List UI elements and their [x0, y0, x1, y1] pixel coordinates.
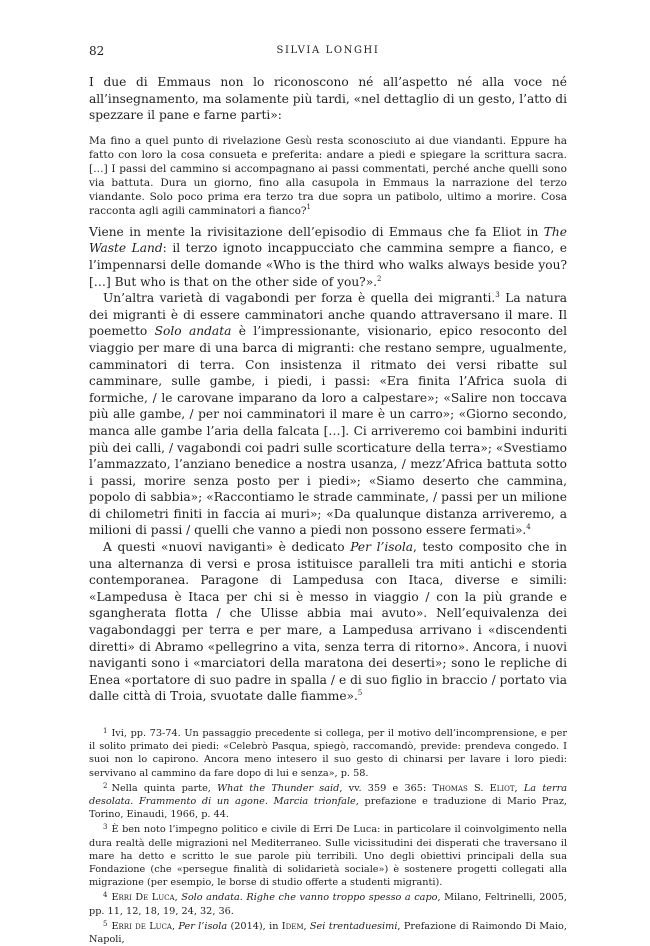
work-title: What the Thunder said [217, 782, 340, 794]
footnote-5 [89, 918, 567, 946]
footnote-text: , [171, 920, 179, 932]
footnote-1 [89, 725, 567, 780]
footnote-text: , [303, 920, 310, 932]
footnote-text: , Milano, Feltrinelli, 2005, pp. 11, 12, 18, 19, 24, 32, 36. [89, 892, 567, 917]
footnote-3 [89, 821, 567, 889]
author-name: Idem [281, 920, 304, 932]
footnote-text: , [174, 892, 182, 904]
block-quote [89, 134, 567, 218]
intro-paragraph: I due di Emmaus non lo riconoscono né all’aspetto né alla voce né all’insegnamento, ma solamente più tardi, «nel dettaglio di un gesto, l’atto di spezzare il pane e farne parti»: [89, 75, 567, 123]
paragraph-migranti [89, 290, 567, 539]
footnotes [89, 725, 567, 946]
paragraph-text: A questi «nuovi naviganti» è dedicato [103, 540, 351, 555]
footnote-ref-1[interactable]: 1 [306, 202, 311, 211]
work-title: La terra desolata. Frammento di un agone. Marcia trionfale [89, 782, 567, 808]
footnote-text: Ivi, pp. 73-74. Un passaggio precedente si collega, per il motivo dell’incomprensione, e per il solito primato dei piedi: «Celebrò Pasqua, spiegò, raccomandò, previde: prendeva congedo. I suoi non lo capirono. Ancora meno intesero il suo gesto di chinarsi per lavare i loro piedi: servivano al cammino da fare dopo di lui e senza», p. 58. [89, 728, 567, 779]
footnote-ref-2[interactable]: 2 [377, 274, 382, 283]
footnote-text: È ben noto l’impegno politico e civile di Erri De Luca: in particolare il coinvolgimento nella dura realtà delle migrazioni nel Mediterraneo. Sulle vicissitudini dei disperati che traversano il mare ha detto e scritto le sue parole più terribili. Uno degli obiettivi principali della sua Fondazione (che «persegue finalità di solidarietà sociale») è sostenere progetti collegati alla migrazione (per esempio, le borse di studio offerte a studenti migranti). [89, 824, 567, 889]
work-title: Per l’isola [178, 920, 228, 932]
footnote-number: 2 [103, 781, 108, 790]
paragraph-text: Viene in mente la rivisitazione dell’episodio di Emmaus che fa Eliot in [89, 224, 544, 239]
paragraph-text: La natura dei migranti è di essere camminatori anche quando attraversano il mare. Il poemetto [89, 291, 568, 339]
work-title: Per l’isola [350, 540, 414, 555]
work-title: Solo andata [154, 324, 232, 339]
footnote-ref-3[interactable]: 3 [495, 291, 500, 300]
footnote-text: , Prefazione di Raimondo Di Maio, Napoli, [89, 920, 567, 946]
block-quote-text: Ma fino a quel punto di rivelazione Gesù resta sconosciuto ai due viandanti. Eppure ha fatto con loro la cosa consueta e preferita: andare a piedi e spiegare la scrittura sacra. […] I passi del cammino si accompagnano ai passi commentati, perché anche quelli sono via battuta. Dura un giorno, fino alla casupola in Emmaus la narrazione del terzo viandante. Solo poco prima era terzo tra due sopra un patibolo, ultimo a morire. Cosa racconta agli agili camminatori a fianco? [89, 134, 567, 217]
paragraph-text: , testo composito che in una alternanza di versi e prosa istituisce paralleli tra miti antichi e storia contemporanea. Paragone di Lampedusa con Itaca, diverse e simili: «Lampedusa è Itaca per chi si è messo in viaggio / con la più grande e sgangherata flotta / che Ulisse abbia mai avuto». Nell’equivalenza dei vagabondaggi per terra e per mare, a Lampedusa arrivano i «discendenti diretti» di Abramo «pellegrino a vita, senza terra di ritorno». Ancora, i nuovi naviganti sono i «marciatori della maratona dei deserti»; sono le repliche di Enea «portatore di suo padre in spalla / e di suo figlio in braccio / portato via dalle città di Troia, svuotate dalle fiamme». [89, 540, 567, 704]
paragraph-text: : il terzo ignoto incappucciato che cammina sempre a fianco, e l’impennarsi delle domande «Who is the third who walks always beside you? […] But who is that on the other side of you?». [89, 241, 568, 289]
paragraph-eliot [89, 224, 567, 290]
footnote-text: , prefazione e traduzione di Mario Praz, Torino, Einaudi, 1966, p. 44. [89, 796, 567, 821]
work-title: Solo andata. Righe che vanno troppo spesso a capo [181, 892, 438, 904]
paragraph-text: Un’altra varietà di vagabondi per forza è quella dei migranti. [103, 291, 496, 306]
author-name: Erri de Luca [111, 920, 172, 932]
footnote-text: , vv. 359 e 365: [339, 782, 433, 794]
footnote-ref-4[interactable]: 4 [526, 523, 531, 532]
page-number: 82 [89, 44, 105, 58]
paragraph-text: è l’impressionante, visionario, epico resoconto del viaggio per mare di una barca di migranti: che restano sempre, ugualmente, camminatori di terra. Con insistenza il ritmato dei versi ribatte sul camminare, sulle gambe, i piedi, i passi: «Era finita l’Africa suola di formiche, / le carovane imparano da loro a calpestare»; «Salire non toccava più alle gambe, / per noi camminatori il mare è un carro»; «Giorno secondo, manca alle gambe l’aria della falcata […]. Ci arriveremo coi bambini induriti più dei calli, / vagabondi coi padri sulle scorticature della terra»; «Svestiamo l’ammazzato, l’anziano benedice a nostra usanza, / mezz’Africa battuta sotto i passi, morire senza posto per i piedi»; «Siamo deserto che cammina, popolo di sabbia»; «Raccontiamo le strade camminate, / passi per un milione di chilometri finiti in faccia ai muri»; «Da qualunque distanza arriveremo, a milioni di passi / quelli che vanno a piedi non possono essere fermati». [89, 324, 567, 538]
footnote-number: 4 [103, 891, 108, 900]
footnote-text: Nella quinta parte, [111, 782, 218, 794]
running-title: SILVIA LONGHI [276, 45, 380, 56]
footnote-ref-5[interactable]: 5 [357, 689, 363, 698]
book-page [89, 44, 567, 946]
paragraph-naviganti [89, 539, 567, 705]
footnote-number: 3 [103, 823, 108, 832]
footnote-4 [89, 889, 567, 917]
footnote-text: (2014), in [227, 920, 282, 932]
footnote-number: 1 [103, 727, 108, 735]
work-title: Sei trentaduesimi [309, 920, 398, 932]
footnote-2 [89, 780, 567, 822]
footnote-text: , [514, 782, 524, 794]
author-name: Thomas S. Eliot [432, 782, 515, 794]
author-name: Erri De Luca [111, 892, 175, 904]
running-head [89, 44, 567, 64]
work-title: The Waste Land [89, 224, 567, 256]
footnote-number: 5 [103, 919, 108, 928]
